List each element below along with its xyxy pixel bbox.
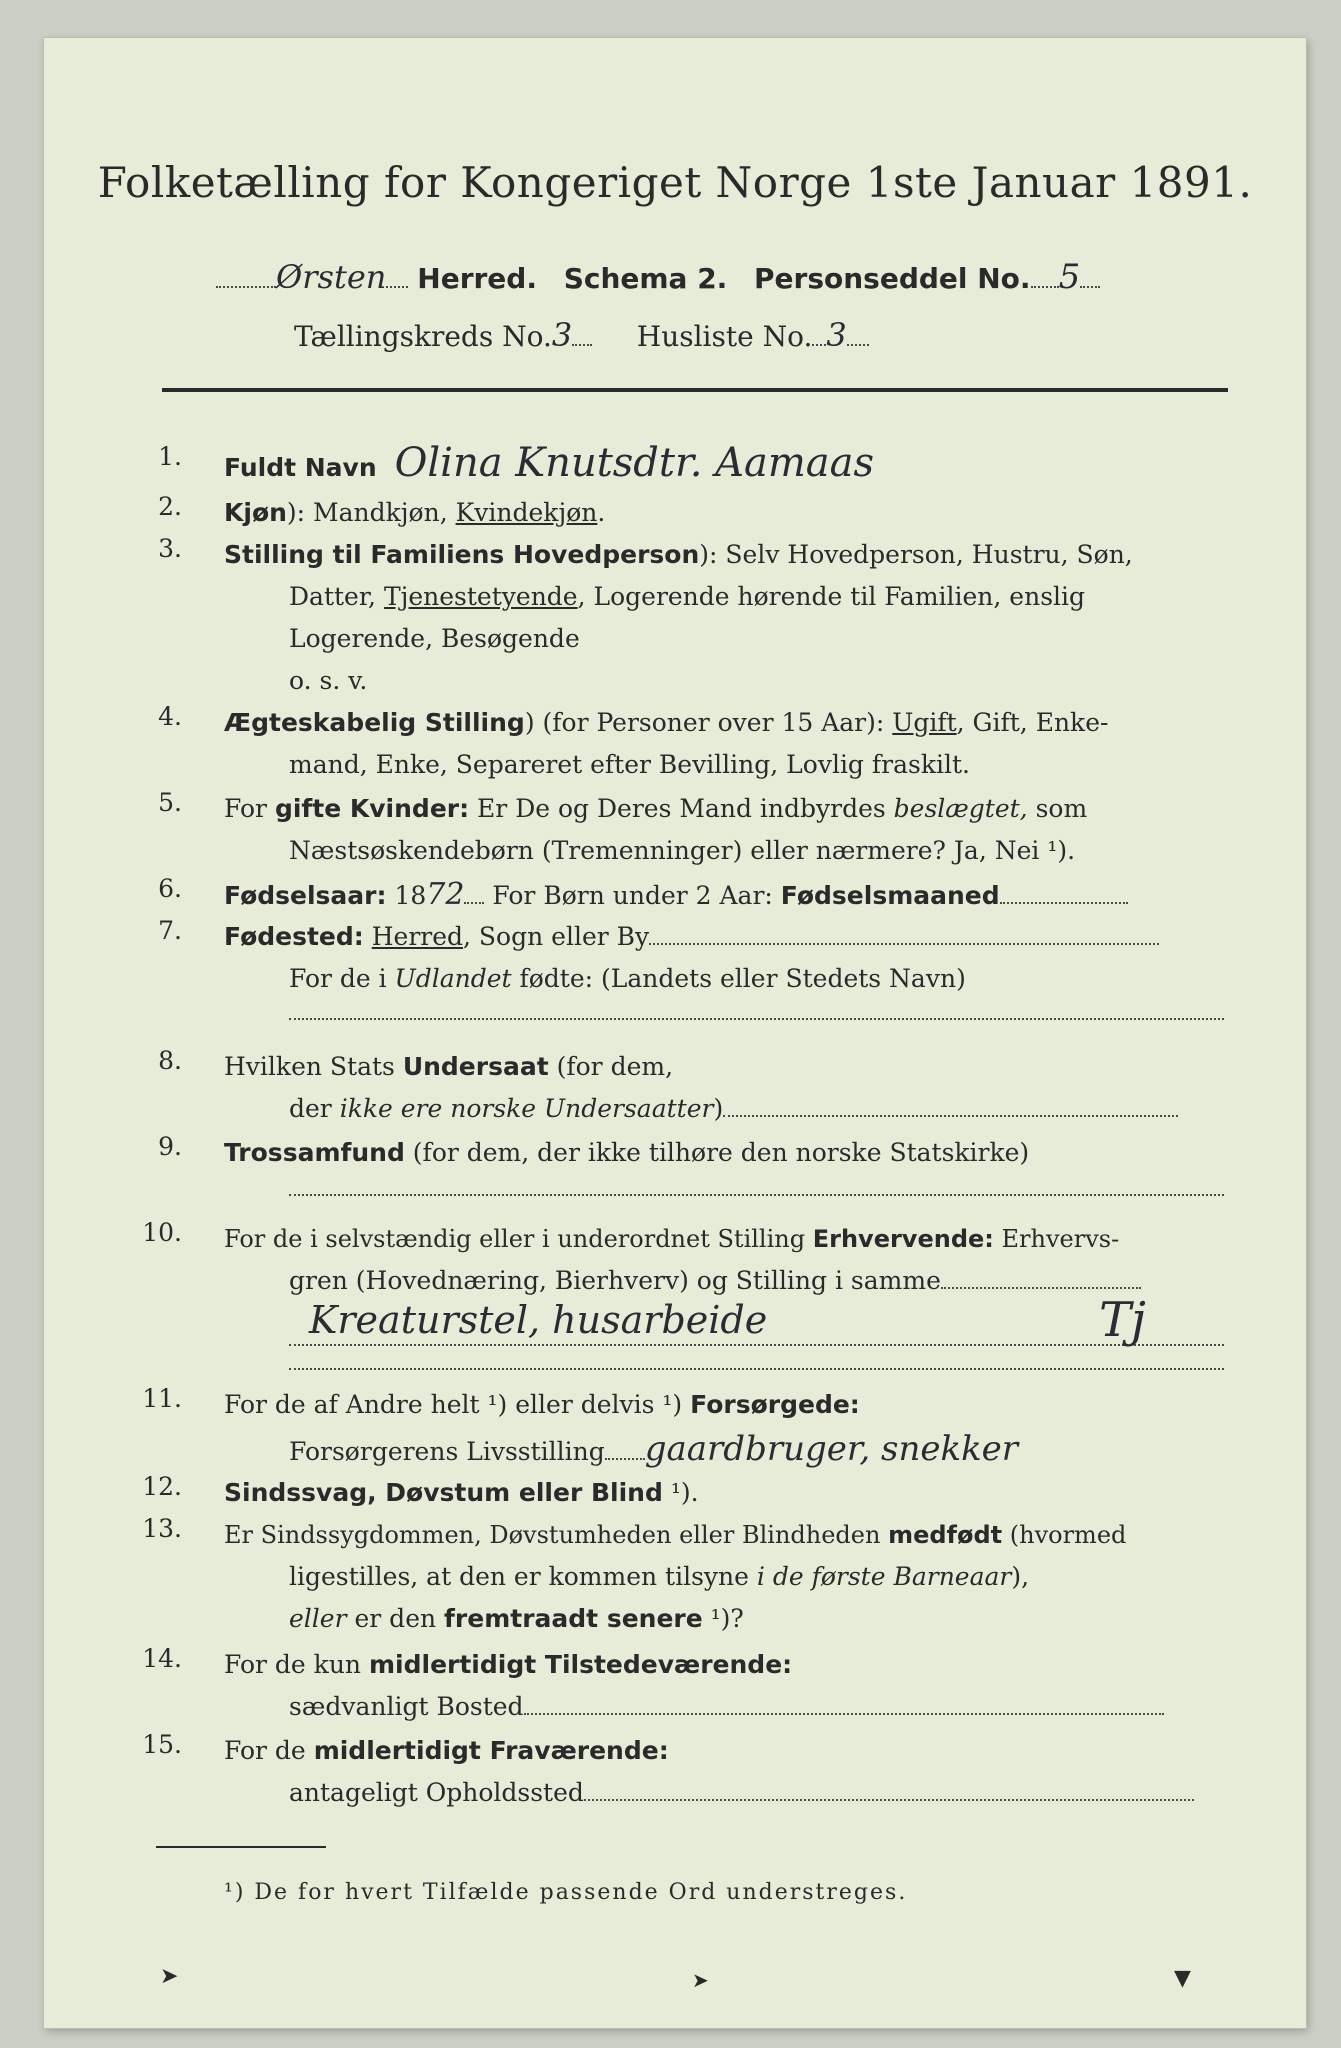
item-number: 2.: [158, 492, 182, 521]
item-label: Fuldt Navn: [224, 453, 377, 482]
item-text: mand, Enke, Separeret efter Bevilling, Lovlig fraskilt.: [289, 750, 970, 779]
personseddel-label: Personseddel No.: [754, 262, 1031, 295]
item-text: ) (for Personer over 15 Aar):: [524, 708, 893, 737]
item-label: Forsørgede:: [690, 1390, 860, 1419]
item-text: ¹).: [662, 1478, 699, 1507]
item-number: 1.: [158, 442, 182, 471]
occupation-value: Kreaturstel, husarbeide: [309, 1298, 768, 1342]
selected-option: Tjenestetyende: [383, 582, 578, 611]
item-number: 3.: [158, 534, 182, 563]
item-text: er den: [346, 1604, 445, 1633]
taellingskreds-line: [294, 314, 869, 358]
item-number: 15.: [142, 1730, 182, 1759]
item-text: ): Selv Hovedperson, Hustru, Søn,: [699, 540, 1133, 569]
selected-option: Kvindekjøn: [455, 498, 598, 527]
item-label: midlertidigt Fraværende:: [313, 1736, 669, 1765]
item-number: 12.: [142, 1472, 182, 1501]
blank-line: [289, 1194, 1224, 1196]
footnote: ¹) De for hvert Tilfælde passende Ord understreges.: [224, 1880, 908, 1905]
item-10: [224, 1218, 1119, 1260]
item-label: Ægteskabelig Stilling: [224, 708, 525, 737]
item-text: Hvilken Stats: [224, 1052, 403, 1081]
item-1: [224, 442, 874, 489]
item-text: , Sogn eller By: [463, 922, 650, 951]
item-label: Erhvervende:: [812, 1225, 994, 1253]
item-text: i de første Barneaar: [756, 1562, 1012, 1591]
item-13-line2: [289, 1556, 1029, 1598]
schema-label: Schema 2.: [563, 262, 728, 295]
item-label: gifte Kvinder:: [274, 794, 470, 823]
item-text: fødte: (Landets eller Stedets Navn): [511, 964, 966, 993]
item-number: 14.: [142, 1644, 182, 1673]
item-text: Forsørgerens Livsstilling: [289, 1437, 605, 1466]
item-text: Datter,: [289, 582, 384, 611]
item-4: [224, 702, 1108, 744]
item-text: sædvanligt Bosted: [289, 1692, 524, 1721]
item-text: 18: [386, 881, 427, 910]
personseddel-value: 5: [1058, 257, 1081, 297]
item-number: 6.: [158, 874, 182, 903]
occupation-line: [289, 1292, 1224, 1348]
item-10-line2: [289, 1260, 1141, 1302]
item-text: For: [224, 794, 275, 823]
item-text: Udlandet: [394, 964, 512, 993]
item-number: 5.: [158, 788, 182, 817]
item-text: For de i: [289, 964, 395, 993]
footnote-rule: [156, 1846, 326, 1848]
item-label: medfødt: [888, 1521, 1003, 1549]
item-text: , Gift, Enke-: [956, 708, 1109, 737]
item-text: (for dem,: [548, 1052, 674, 1081]
item-number: 8.: [158, 1046, 182, 1075]
item-3: [224, 534, 1133, 576]
item-15: [224, 1730, 669, 1772]
tj-mark: Tj: [1099, 1292, 1146, 1348]
blank-line: [289, 1368, 1224, 1370]
item-label: Trossamfund: [224, 1138, 405, 1167]
item-text: For de i selvstændig eller i underordnet Stilling: [224, 1225, 813, 1253]
item-label: Stilling til Familiens Hovedperson: [224, 540, 700, 569]
item-text: For de kun: [224, 1650, 369, 1679]
item-9: [224, 1132, 1029, 1174]
item-label: Fødselsmaaned: [780, 881, 1000, 910]
census-form: [44, 38, 1306, 2028]
item-text: For Børn under 2 Aar:: [484, 881, 781, 910]
item-label: Fødselsaar:: [224, 881, 387, 910]
name-value: Olina Knutsdtr. Aamaas: [394, 440, 875, 486]
item-text: Er Sindssygdommen, Døvstumheden eller Blindheden: [224, 1521, 889, 1549]
item-text: ¹)?: [702, 1604, 744, 1633]
item-number: 10.: [142, 1218, 182, 1247]
item-text: Er De og Deres Mand indbyrdes: [469, 794, 894, 823]
birth-year-value: 72: [426, 877, 465, 912]
item-12: [224, 1472, 699, 1514]
item-text: .: [597, 498, 606, 527]
selected-option: Ugift: [892, 708, 957, 737]
herred-label: Herred.: [417, 262, 537, 295]
item-2: [224, 492, 605, 534]
item-text: beslægtet,: [893, 794, 1028, 823]
item-13: [224, 1514, 1126, 1556]
corner-mark-icon: ➤: [692, 1968, 709, 1992]
item-text: eller: [289, 1604, 347, 1633]
item-label: Fødested:: [224, 922, 364, 951]
blank-line: [289, 1018, 1224, 1020]
husliste-label: Husliste No.: [636, 320, 813, 353]
item-text: som: [1027, 794, 1088, 823]
item-label: Sindssvag, Døvstum eller Blind: [224, 1478, 663, 1507]
form-title: Folketælling for Kongeriget Norge 1ste Januar 1891.: [97, 158, 1253, 207]
item-text: ): Mandkjøn,: [286, 498, 456, 527]
item-11-line2: [289, 1428, 1018, 1473]
item-text: For de af Andre helt ¹) eller delvis ¹): [224, 1390, 691, 1419]
item-number: 11.: [142, 1384, 182, 1413]
herred-line: [216, 256, 1100, 300]
item-number: 7.: [158, 916, 182, 945]
item-14-line2: [289, 1686, 1164, 1728]
item-6: [224, 874, 1128, 917]
item-text: ikke ere norske Undersaatter: [339, 1094, 714, 1123]
item-label: fremtraadt senere: [444, 1604, 703, 1633]
item-11: [224, 1384, 860, 1426]
item-text: Logerende, Besøgende: [289, 624, 580, 653]
item-label: Undersaat: [402, 1052, 549, 1081]
item-text: (hvormed: [1002, 1521, 1127, 1549]
item-3-line2: [289, 576, 1085, 618]
item-text: For de: [224, 1736, 314, 1765]
item-15-line2: [289, 1772, 1194, 1814]
item-text: (for dem, der ikke tilhøre den norske Statskirke): [404, 1138, 1030, 1167]
item-7-line2: [289, 958, 966, 1000]
item-5: [224, 788, 1087, 830]
taellingskreds-value: 3: [551, 316, 573, 354]
item-label: Kjøn: [224, 498, 287, 527]
item-number: 9.: [158, 1132, 182, 1161]
item-text: ): [713, 1094, 724, 1123]
header-rule: [162, 388, 1228, 392]
item-13-line3: [289, 1598, 744, 1640]
taellingskreds-label: Tællingskreds No.: [294, 320, 552, 353]
provider-occupation-value: gaardbruger, snekker: [644, 1429, 1019, 1469]
item-text: der: [289, 1094, 340, 1123]
herred-value: Ørsten: [276, 258, 387, 296]
item-text: gren (Hovednæring, Bierhverv) og Stilling i samme: [289, 1266, 941, 1295]
item-14: [224, 1644, 792, 1686]
item-label: midlertidigt Tilstedeværende:: [368, 1650, 793, 1679]
item-text: ligestilles, at den er kommen tilsyne: [289, 1562, 757, 1591]
husliste-value: 3: [826, 316, 847, 354]
item-number: 4.: [158, 702, 182, 731]
item-text: ),: [1011, 1562, 1030, 1591]
corner-mark-icon: ▼: [1174, 1966, 1191, 1991]
item-text: Næstsøskendebørn (Tremenninger) eller nærmere? Ja, Nei ¹).: [289, 836, 1076, 865]
item-text: antageligt Opholdssted: [289, 1778, 584, 1807]
item-7: [224, 916, 1159, 958]
selected-option: Herred: [371, 922, 464, 951]
item-8-line2: [289, 1088, 1178, 1130]
item-number: 13.: [142, 1514, 182, 1543]
item-text: o. s. v.: [289, 666, 368, 695]
corner-mark-icon: ➤: [160, 1964, 179, 1989]
item-8: [224, 1046, 673, 1088]
item-text: Erhvervs-: [993, 1225, 1120, 1253]
item-text: , Logerende hørende til Familien, enslig: [577, 582, 1086, 611]
